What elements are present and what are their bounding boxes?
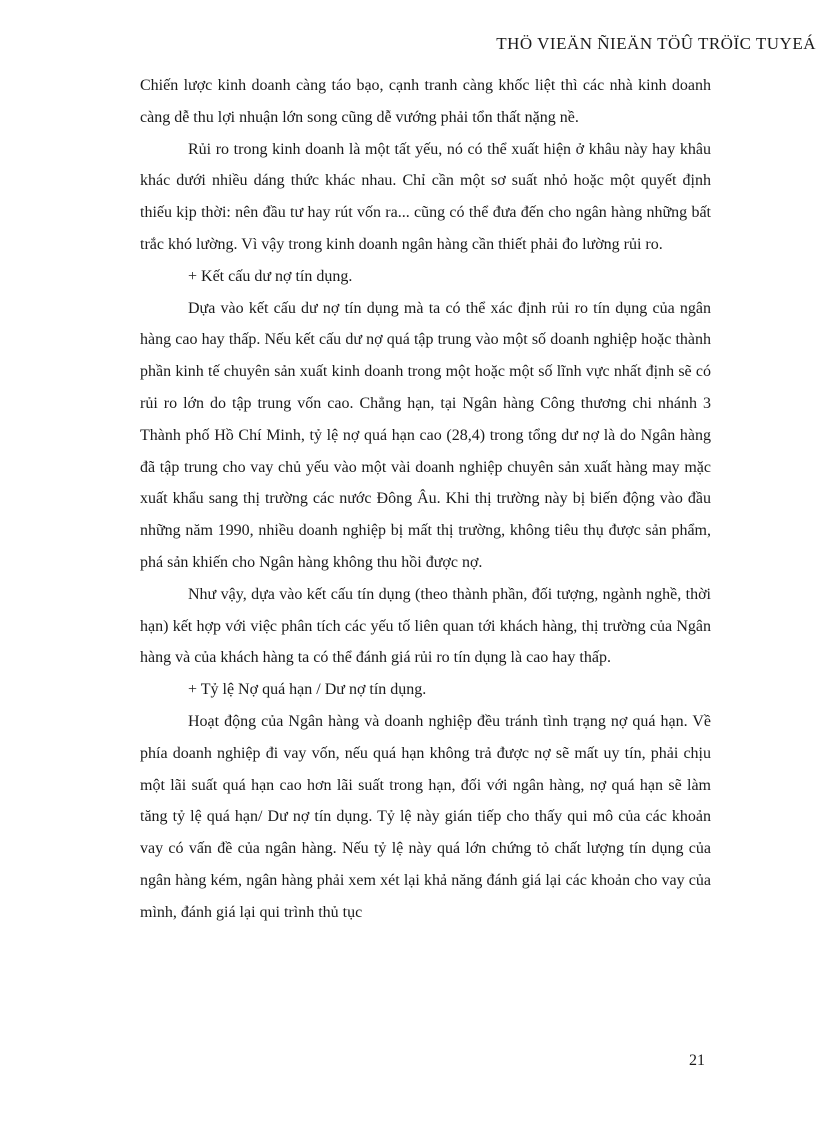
page-header: THÖ VIEÄN ÑIEÄN TÖÛ TRÖÏC TUYEÁ — [496, 34, 816, 53]
paragraph: Như vậy, dựa vào kết cấu tín dụng (theo thành phần, đối tượng, ngành nghề, thời hạn) kết hợp với việc phân tích các yếu tố liên quan tới khách hàng, thị trường của Ngân hàng và của khách hàng ta có thể đánh giá rủi ro tín dụng là cao hay thấp. — [140, 585, 711, 667]
paragraph: Chiến lược kinh doanh càng táo bạo, cạnh tranh càng khốc liệt thì các nhà kinh doanh càng dễ thu lợi nhuận lớn song cũng dễ vướng phải tổn thất nặng nề. — [140, 77, 711, 126]
paragraph: Rủi ro trong kinh doanh là một tất yếu, nó có thể xuất hiện ở khâu này hay khâu khác dưới nhiều dáng thức khác nhau. Chỉ cần một sơ suất nhỏ hoặc một quyết định thiếu kịp thời: nên đầu tư hay rút vốn ra... cũng có thể đưa đến cho ngân hàng những bất trắc khó lường. Vì vậy trong kinh doanh ngân hàng cần thiết phải đo lường rủi ro. — [140, 140, 711, 253]
section-heading: + Kết cấu dư nợ tín dụng. — [188, 267, 353, 285]
section-heading: + Tỷ lệ Nợ quá hạn / Dư nợ tín dụng. — [188, 681, 427, 699]
paragraph: Dựa vào kết cấu dư nợ tín dụng mà ta có thể xác định rủi ro tín dụng của ngân hàng cao hay thấp. Nếu kết cấu dư nợ quá tập trung vào một số doanh nghiệp hoặc thành phần kinh tế chuyên sản xuất kinh doanh trong một hoặc một số lĩnh vực nhất định sẽ có rủi ro lớn do tập trung vốn cao. Chẳng hạn, tại Ngân hàng Công thương chi nhánh 3 Thành phố Hồ Chí Minh, tỷ lệ nợ quá hạn cao (28,4) trong tổng dư nợ là do Ngân hàng đã tập trung cho vay chủ yếu vào một vài doanh nghiệp chuyên sản xuất hàng may mặc xuất khẩu sang thị trường các nước Đông Âu. Khi thị trường này bị biến động vào đầu những năm 1990, nhiều doanh nghiệp bị mất thị trường, không tiêu thụ được sản phẩm, phá sản khiến cho Ngân hàng không thu hồi được nợ. — [140, 299, 711, 571]
page-number: 21 — [689, 1052, 705, 1069]
document-body — [140, 70, 711, 929]
paragraph: Hoạt động của Ngân hàng và doanh nghiệp đều tránh tình trạng nợ quá hạn. Về phía doanh nghiệp đi vay vốn, nếu quá hạn không trả được nợ sẽ mất uy tín, phải chịu một lãi suất quá hạn cao hơn lãi suất trong hạn, đối với ngân hàng, nợ quá hạn sẽ làm tăng tỷ lệ quá hạn/ Dư nợ tín dụng. Tỷ lệ này gián tiếp cho thấy qui mô của các khoản vay có vấn đề của ngân hàng. Nếu tỷ lệ này quá lớn chứng tỏ chất lượng tín dụng của ngân hàng kém, ngân hàng phải xem xét lại khả năng đánh giá lại các khoản cho vay của mình, đánh giá lại qui trình thủ tục — [140, 712, 711, 921]
